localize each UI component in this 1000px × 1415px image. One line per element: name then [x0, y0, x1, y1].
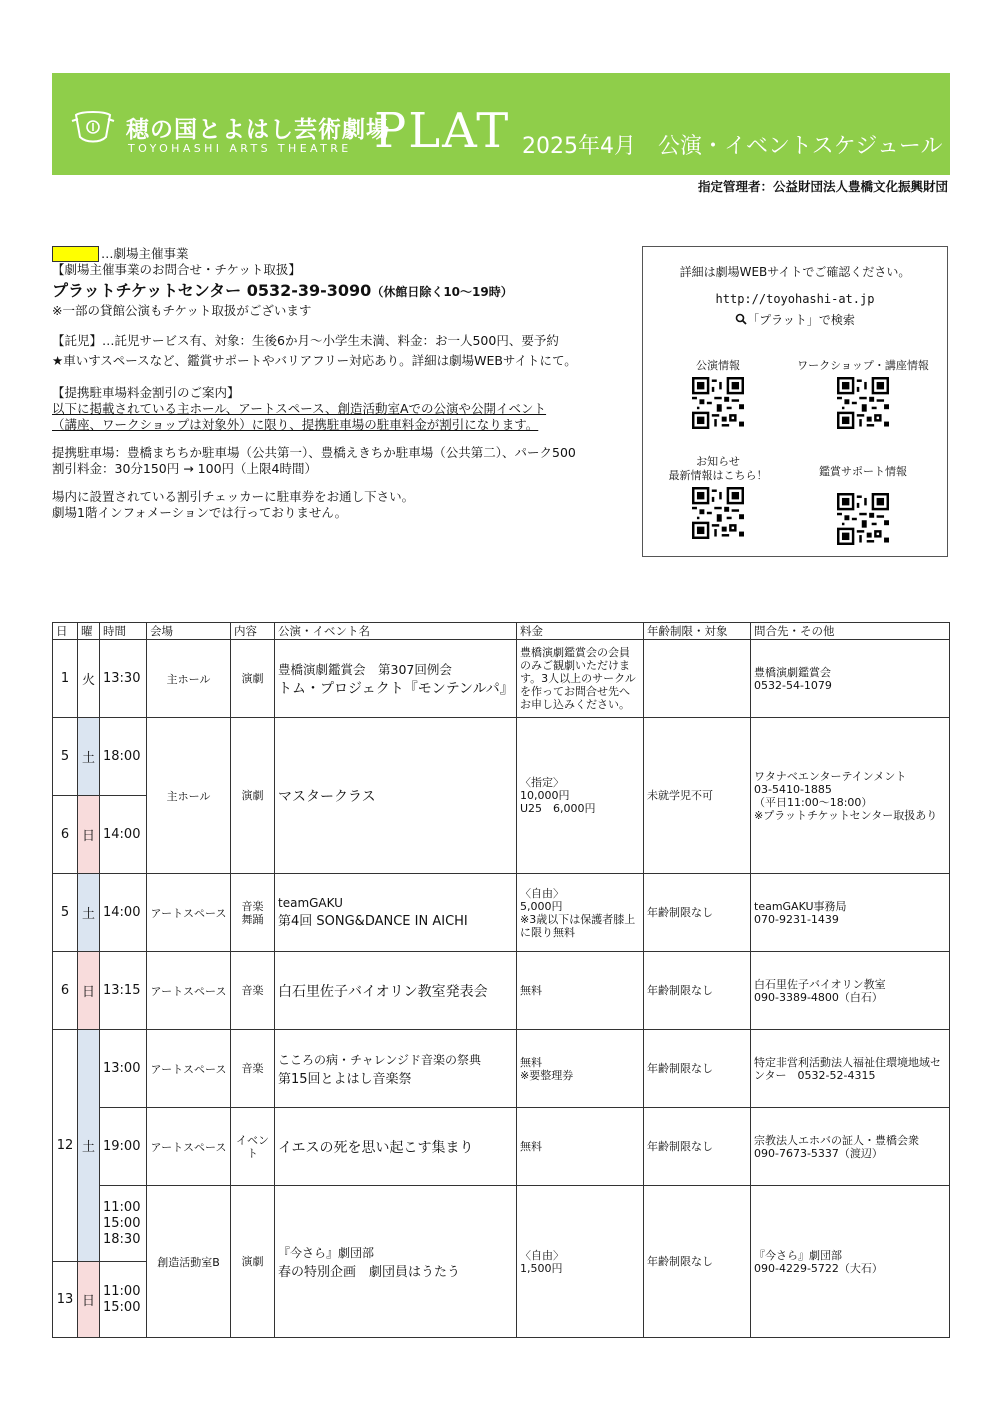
contact-cell — [751, 640, 950, 718]
qr-info-box — [642, 246, 948, 557]
parking-discount: 割引料金：30分150円 → 100円（上限4時間） — [52, 461, 317, 476]
fee-cell — [517, 1030, 644, 1108]
plat-logo: PLAT — [374, 103, 511, 159]
col-header: 料金 — [517, 623, 644, 640]
qr-workshop-info[interactable] — [788, 359, 938, 429]
contact-line: 03-5410-1885 — [754, 782, 832, 796]
search-hint-text: 「プラット」で検索 — [747, 313, 855, 327]
col-header: 会場 — [147, 623, 231, 640]
event-title-line: 『今さら』劇団部 — [278, 1245, 375, 1260]
qr-code-icon — [692, 487, 744, 539]
type-line: 舞踊 — [241, 912, 264, 926]
event-title-cell — [275, 640, 517, 718]
contact-cell — [751, 1108, 950, 1186]
host-legend-text: …劇場主催事業 — [101, 246, 189, 261]
contact-line: 白石里佐子バイオリン教室 — [754, 977, 886, 991]
search-hint — [643, 311, 947, 328]
parking-line-2: （講座、ワークショップは対象外）に限り、提携駐車場の駐車料金が割引になります。 — [52, 417, 539, 432]
fee-line: 無料 — [520, 1055, 542, 1069]
ticket-hours: （休館日除く10～19時） — [371, 285, 513, 299]
contact-line: teamGAKU事務局 — [754, 899, 847, 913]
table-row — [53, 1108, 950, 1186]
parking-heading: 【提携駐車場料金割引のご案内】 — [52, 385, 240, 400]
day-cell: 6 — [53, 952, 78, 1030]
event-title-cell: 白石里佐子バイオリン教室発表会 — [275, 952, 517, 1030]
fee-cell — [517, 874, 644, 952]
parking-line-1: 以下に掲載されている主ホール、アートスペース、創造活動室Aでの公演や公開イベント — [52, 401, 547, 416]
qr-support-info[interactable] — [788, 465, 938, 545]
col-header: 年齢制限・対象 — [644, 623, 751, 640]
contact-cell — [751, 1186, 950, 1338]
qr-news[interactable] — [643, 455, 793, 539]
event-title-cell — [275, 874, 517, 952]
age-cell: 年齢制限なし — [644, 1108, 751, 1186]
qr-label: お知らせ — [696, 455, 740, 468]
weekday-cell: 土 — [78, 1030, 100, 1262]
ticket-note: ※一部の貸館公演もチケット取扱がございます — [52, 303, 312, 318]
parking-lots: 提携駐車場：豊橋まちちか駐車場（公共第一）、豊橋えきちか駐車場（公共第二）、パーク500 — [52, 445, 576, 460]
inquiry-heading: 【劇場主催事業のお問合せ・チケット取扱】 — [52, 262, 301, 277]
fee-line: ※3歳以下は保護者膝上に限り無料 — [520, 912, 636, 939]
contact-cell — [751, 718, 950, 874]
accessibility-info: ★車いすスペースなど、鑑賞サポートやバリアフリー対応あり。詳細は劇場WEBサイトにて。 — [52, 353, 577, 368]
col-header: 日 — [53, 623, 78, 640]
qr-label: 公演情報 — [696, 359, 740, 372]
qr-performance-info[interactable] — [643, 359, 793, 429]
contact-line: 宗教法人エホバの証人・豊橋会衆 — [754, 1133, 919, 1147]
type-cell: 演劇 — [231, 718, 275, 874]
checker-line-2: 劇場1階インフォメーションでは行っておりません。 — [52, 505, 348, 520]
contact-line: （平日11:00～18:00） — [754, 795, 873, 809]
fee-line: 1,500円 — [520, 1261, 563, 1275]
fee-line: 〈指定〉 — [520, 776, 564, 789]
table-row — [53, 952, 950, 1030]
fee-cell — [517, 1186, 644, 1338]
type-cell: 演劇 — [231, 1186, 275, 1338]
fee-cell: 豊橋演劇鑑賞会の会員のみご観劇いただけます。3人以上のサークルを作ってお問合せ先へお申し込みください。 — [517, 640, 644, 718]
time-cell: 14:00 — [100, 796, 147, 874]
time-cell: 13:00 — [100, 1030, 147, 1108]
day-cell: 6 — [53, 796, 78, 874]
time-line: 15:00 — [103, 1215, 141, 1231]
col-header: 公演・イベント名 — [275, 623, 517, 640]
venue-cell: 主ホール — [147, 718, 231, 874]
host-legend — [52, 246, 622, 262]
type-cell: イベント — [231, 1108, 275, 1186]
event-title-line: teamGAKU — [278, 896, 343, 910]
event-title-cell: イエスの死を思い起こす集まり — [275, 1108, 517, 1186]
venue-cell: アートスペース — [147, 874, 231, 952]
fee-line: U25 6,000円 — [520, 802, 596, 815]
theatre-name: 穂の国とよはし芸術劇場 — [126, 117, 390, 143]
weekday-cell: 火 — [78, 640, 100, 718]
venue-cell: アートスペース — [147, 1108, 231, 1186]
age-cell: 未就学児不可 — [644, 718, 751, 874]
venue-cell: アートスペース — [147, 1030, 231, 1108]
schedule-table — [52, 622, 950, 1338]
event-title-line: 第4回 SONG&DANCE IN AICHI — [278, 914, 468, 929]
weekday-cell: 日 — [78, 796, 100, 874]
fee-line: 〈自由〉 — [520, 886, 564, 900]
day-cell: 5 — [53, 874, 78, 952]
type-line: 音楽 — [241, 899, 264, 913]
table-row — [53, 640, 950, 718]
type-cell: 演劇 — [231, 640, 275, 718]
qr-label: ワークショップ・講座情報 — [797, 359, 929, 372]
info-section — [52, 246, 622, 521]
age-cell: 年齢制限なし — [644, 874, 751, 952]
schedule-title: 2025年4月 公演・イベントスケジュール — [522, 134, 943, 159]
day-cell: 12 — [53, 1030, 78, 1262]
fee-cell: 無料 — [517, 1108, 644, 1186]
event-title-line: 第15回とよはし音楽祭 — [278, 1071, 412, 1087]
event-title-cell — [275, 1030, 517, 1108]
event-title-cell: マスタークラス — [275, 718, 517, 874]
time-cell: 14:00 — [100, 874, 147, 952]
fee-cell — [517, 718, 644, 874]
event-title-line: 豊橋演劇鑑賞会 第307回例会 — [278, 661, 452, 677]
qr-code-icon — [837, 493, 889, 545]
event-title-line: トム・プロジェクト『モンテンルパ』 — [278, 680, 514, 697]
venue-cell: 創造活動室B — [147, 1186, 231, 1338]
table-row — [53, 874, 950, 952]
qr-label: 鑑賞サポート情報 — [819, 465, 907, 478]
type-cell — [231, 874, 275, 952]
header-banner — [52, 73, 950, 175]
qr-code-icon — [837, 377, 889, 429]
table-header-row — [53, 623, 950, 640]
contact-line: 0532-54-1079 — [754, 678, 832, 692]
contact-line: ※プラットチケットセンター取扱あり — [754, 808, 938, 822]
contact-cell: 特定非営利活動法人福祉住環境地域センター 0532-52-4315 — [751, 1030, 950, 1108]
time-line: 15:00 — [103, 1299, 141, 1315]
contact-cell — [751, 874, 950, 952]
fee-line: ※要整理券 — [520, 1068, 574, 1082]
age-cell: 年齢制限なし — [644, 952, 751, 1030]
col-header: 曜 — [78, 623, 100, 640]
ticket-center — [52, 280, 622, 303]
weekday-cell: 日 — [78, 1262, 100, 1338]
contact-line: 『今さら』劇団部 — [754, 1248, 842, 1262]
type-cell: 音楽 — [231, 1030, 275, 1108]
col-header: 時間 — [100, 623, 147, 640]
contact-line: ワタナベエンターテインメント — [754, 769, 907, 783]
table-row — [53, 718, 950, 796]
event-title-line: こころの病・チャレンジド音楽の祭典 — [278, 1052, 482, 1067]
contact-line: 070-9231-1439 — [754, 912, 839, 926]
fee-cell: 無料 — [517, 952, 644, 1030]
time-cell: 19:00 — [100, 1108, 147, 1186]
theatre-logo-icon — [70, 107, 116, 147]
venue-cell: アートスペース — [147, 952, 231, 1030]
contact-line: 豊橋演劇鑑賞会 — [754, 665, 831, 679]
weekday-cell: 日 — [78, 952, 100, 1030]
time-line: 11:00 — [103, 1199, 141, 1215]
age-cell — [644, 640, 751, 718]
day-cell: 1 — [53, 640, 78, 718]
table-row — [53, 1186, 950, 1262]
time-cell: 13:15 — [100, 952, 147, 1030]
contact-line: 090-4229-5722（大石） — [754, 1261, 883, 1275]
venue-cell: 主ホール — [147, 640, 231, 718]
childcare-info: 【託児】…託児サービス有、対象：生後6か月～小学生未満、料金：お一人500円、要予約 — [52, 333, 559, 348]
age-cell: 年齢制限なし — [644, 1186, 751, 1338]
time-cell: 18:00 — [100, 718, 147, 796]
designated-manager: 指定管理者：公益財団法人豊橋文化振興財団 — [697, 179, 948, 194]
type-cell: 音楽 — [231, 952, 275, 1030]
host-color-swatch — [52, 246, 99, 262]
website-url[interactable]: http://toyohashi-at.jp — [715, 292, 875, 306]
checker-line-1: 場内に設置されている割引チェッカーに駐車券をお通し下さい。 — [52, 489, 415, 504]
event-title-cell — [275, 1186, 517, 1338]
weekday-cell: 土 — [78, 874, 100, 952]
time-line: 11:00 — [103, 1283, 141, 1299]
weekday-cell: 土 — [78, 718, 100, 796]
contact-line: 090-3389-4800（白石） — [754, 990, 883, 1004]
table-row — [53, 1030, 950, 1108]
event-title-line: 春の特別企画 劇団員はうたう — [278, 1264, 461, 1280]
fee-line: 〈自由〉 — [520, 1248, 564, 1262]
magnifier-icon — [735, 313, 747, 325]
day-cell: 13 — [53, 1262, 78, 1338]
qr-intro: 詳細は劇場WEBサイトでご確認ください。 — [679, 265, 911, 279]
qr-label-sub: 最新情報はこちら！ — [668, 469, 768, 482]
age-cell: 年齢制限なし — [644, 1030, 751, 1108]
time-cell: 13:30 — [100, 640, 147, 718]
contact-line: 090-7673-5337（渡辺） — [754, 1146, 883, 1160]
qr-code-icon — [692, 377, 744, 429]
fee-line: 5,000円 — [520, 899, 563, 913]
theatre-english-name: TOYOHASHI ARTS THEATRE — [128, 142, 352, 155]
day-cell: 5 — [53, 718, 78, 796]
col-header: 問合先・その他 — [751, 623, 950, 640]
ticket-center-phone: プラットチケットセンター 0532-39-3090 — [52, 281, 372, 300]
contact-cell — [751, 952, 950, 1030]
col-header: 内容 — [231, 623, 275, 640]
time-cell — [100, 1262, 147, 1338]
time-line: 18:30 — [103, 1231, 141, 1247]
fee-line: 10,000円 — [520, 789, 570, 802]
time-cell — [100, 1186, 147, 1262]
